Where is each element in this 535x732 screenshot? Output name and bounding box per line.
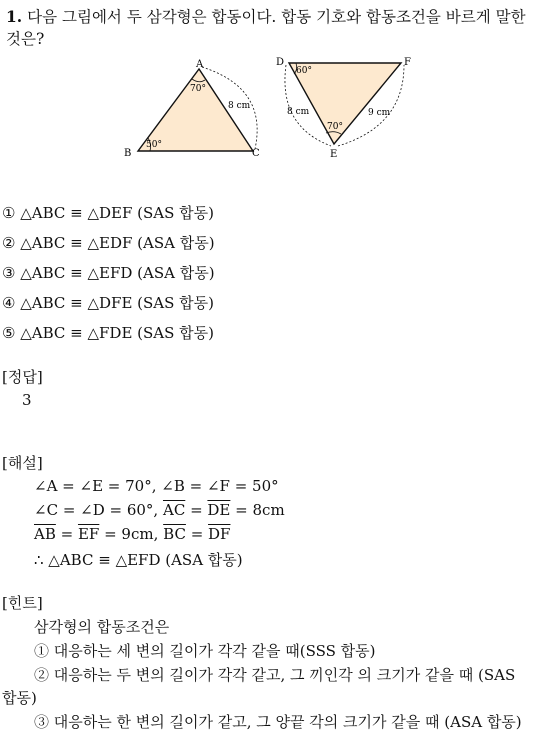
label-D: D bbox=[276, 57, 285, 68]
hint-item-2-line-2: 합동) bbox=[2, 689, 37, 707]
segment-ef: $\overline{EF}$ bbox=[77, 525, 100, 543]
expl-len: = 9cm, bbox=[99, 525, 164, 543]
hint-item-2-line-1: ② 대응하는 두 변의 길이가 각각 같고, 그 끼인각 의 크기가 같을 때 (SAS bbox=[34, 666, 516, 684]
hint-title: 삼각형의 합동조건은 bbox=[34, 618, 170, 636]
choice-text: △ABC ≡ △EDF (ASA 합동) bbox=[20, 234, 215, 252]
choice-4[interactable] bbox=[2, 292, 214, 313]
explanation-line-2 bbox=[34, 501, 285, 519]
expl-eq: = bbox=[185, 525, 209, 543]
segment-ab: $\overline{AB}$ bbox=[34, 525, 56, 543]
question-line-1 bbox=[6, 6, 526, 28]
choice-mark: ④ bbox=[2, 294, 16, 312]
explanation-line-4: ∴ △ABC ≡ △EFD (ASA 합동) bbox=[34, 551, 243, 569]
choice-mark: ⑤ bbox=[2, 324, 16, 342]
expl-angle-cd: ∠C = ∠D = 60°, bbox=[34, 501, 163, 519]
answer-label: [정답] bbox=[2, 368, 43, 386]
expl-eq: = bbox=[55, 525, 78, 543]
question-number: 1. bbox=[6, 7, 23, 26]
choice-mark: ② bbox=[2, 234, 16, 252]
side-EF-label: 9 cm bbox=[368, 108, 391, 118]
side-DE-label: 8 cm bbox=[287, 107, 310, 117]
segment-df: $\overline{DF}$ bbox=[208, 525, 231, 543]
choice-2[interactable] bbox=[2, 232, 215, 253]
label-A: A bbox=[196, 59, 204, 70]
choice-mark: ③ bbox=[2, 264, 16, 282]
label-E: E bbox=[330, 149, 338, 160]
triangle-figure bbox=[0, 56, 535, 166]
question-text: 다음 그림에서 두 삼각형은 합동이다. 합동 기호와 합동조건을 바르게 말한 bbox=[27, 8, 526, 26]
explanation-line-1: ∠A = ∠E = 70°, ∠B = ∠F = 50° bbox=[34, 477, 279, 495]
choice-3[interactable] bbox=[2, 262, 215, 283]
hint-item-1: ① 대응하는 세 변의 길이가 각각 같을 때(SSS 합동) bbox=[34, 642, 376, 660]
choice-5[interactable] bbox=[2, 322, 214, 343]
choice-text: △ABC ≡ △DEF (SAS 합동) bbox=[20, 204, 215, 222]
choice-1[interactable] bbox=[2, 202, 214, 223]
explanation-label: [해설] bbox=[2, 454, 43, 472]
choice-text: △ABC ≡ △EFD (ASA 합동) bbox=[20, 264, 215, 282]
choice-text: △ABC ≡ △DFE (SAS 합동) bbox=[20, 294, 215, 312]
question-line-2: 것은? bbox=[6, 30, 45, 48]
choice-text: △ABC ≡ △FDE (SAS 합동) bbox=[20, 324, 215, 342]
angle-E-label: 70° bbox=[327, 122, 343, 132]
segment-de: $\overline{DE}$ bbox=[207, 501, 231, 519]
expl-eq: = bbox=[185, 501, 208, 519]
hint-item-3: ③ 대응하는 한 변의 길이가 같고, 그 양끝 각의 크기가 같을 때 (ASA 합동) bbox=[34, 713, 522, 731]
side-AC-label: 8 cm bbox=[228, 101, 251, 111]
angle-B-label: 50° bbox=[146, 140, 162, 150]
answer-value: 3 bbox=[22, 391, 32, 409]
expl-len: = 8cm bbox=[230, 501, 285, 519]
label-B: B bbox=[124, 148, 132, 159]
label-C: C bbox=[252, 148, 260, 159]
angle-A-label: 70° bbox=[190, 84, 206, 94]
explanation-line-3 bbox=[34, 525, 230, 543]
segment-bc: $\overline{BC}$ bbox=[163, 525, 186, 543]
angle-D-label: 60° bbox=[296, 66, 312, 76]
hint-label: [힌트] bbox=[2, 594, 43, 612]
segment-ac: $\overline{AC}$ bbox=[162, 501, 186, 519]
choice-mark: ① bbox=[2, 204, 16, 222]
label-F: F bbox=[404, 57, 411, 68]
